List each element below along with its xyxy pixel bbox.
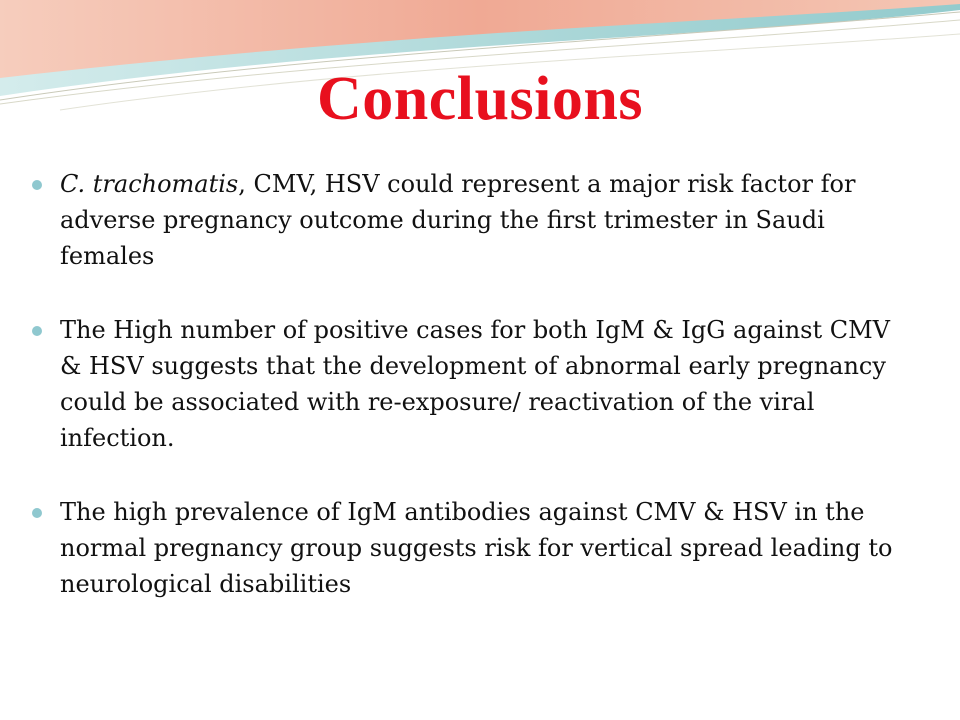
bullet-dot-icon — [32, 508, 42, 518]
bullet-dot-icon — [32, 326, 42, 336]
bullet-list — [30, 166, 910, 640]
bullet-item — [30, 312, 910, 456]
bullet-dot-icon — [32, 180, 42, 190]
bullet-item — [30, 166, 910, 274]
bullet-italic-lead: C. trachomatis — [60, 170, 239, 198]
bullet-item — [30, 494, 910, 602]
bullet-text: The high prevalence of IgM antibodies against CMV & HSV in the normal pregnancy group suggests risk for vertical spread leading to neurological disabilities — [60, 498, 893, 598]
bullet-text: , CMV, HSV could represent a major risk factor for adverse pregnancy outcome during the first trimester in Saudi females — [60, 170, 856, 270]
slide-title: Conclusions — [317, 65, 643, 133]
bullet-text: The High number of positive cases for both IgM & IgG against CMV & HSV suggests that the development of abnormal early pregnancy could be associated with re-exposure/ reactivation of the viral infection. — [60, 316, 891, 452]
